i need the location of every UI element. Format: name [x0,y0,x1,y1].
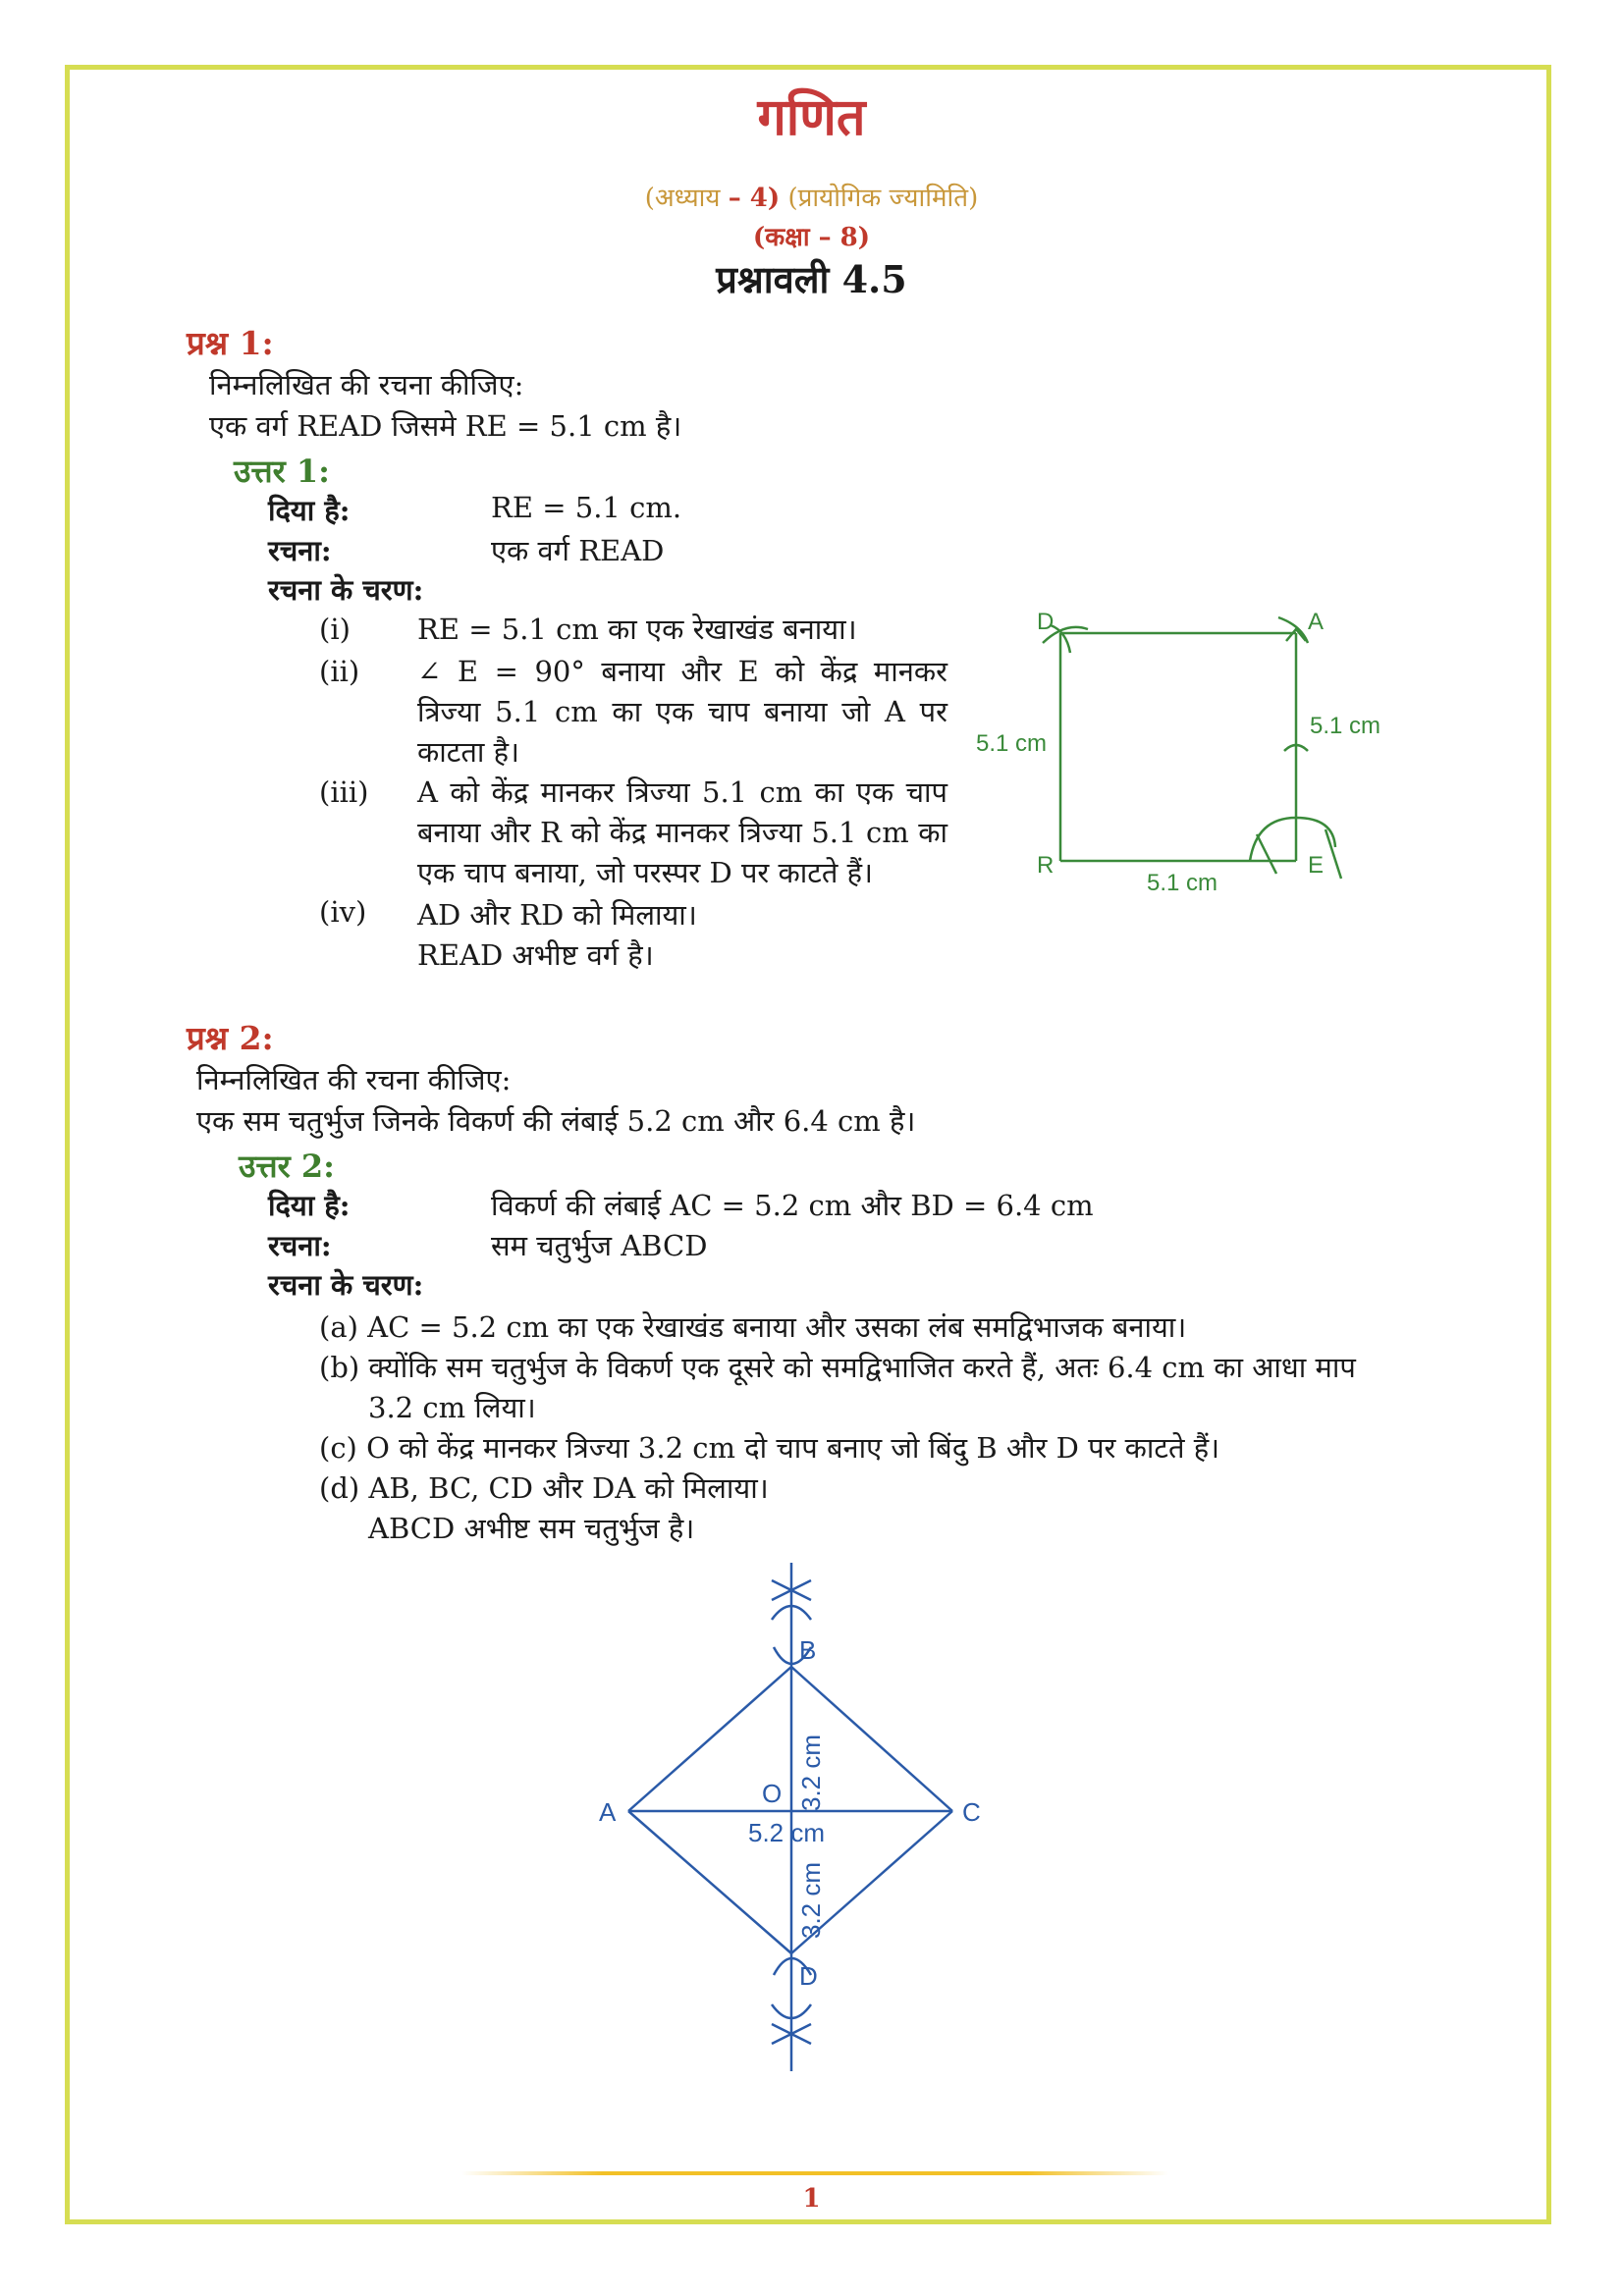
question-2-line-2: एक सम चतुर्भुज जिनके विकर्ण की लंबाई 5.2 cm और 6.4 cm है। [196,1104,916,1138]
q1-step-text: AD और RD को मिलाया। [417,898,697,932]
q1-step-text: RE = 5.1 cm का एक रेखाखंड बनाया। [417,613,857,646]
question-1-line-2: एक वर्ग READ जिसमे RE = 5.1 cm है। [209,409,682,443]
q1-steps-label: रचना के चरण: [268,573,424,607]
q2-given-value: विकर्ण की लंबाई AC = 5.2 cm और BD = 6.4 cm [491,1189,1094,1222]
rhombus-construction-figure [579,1551,1011,2081]
question-1-line-1: निम्नलिखित की रचना कीजिए: [209,368,524,401]
vertex-a: A [599,1797,617,1827]
vertex-c: C [962,1797,981,1827]
q2-step: (b) क्योंकि सम चतुर्भुज के विकर्ण एक दूसरे को समद्विभाजित करते हैं, अतः 6.4 cm का आधा माप [319,1351,1356,1384]
vertex-d: D [799,1961,818,1991]
chapter-line [0,179,1623,214]
label-bottom-side: 5.1 cm [1147,870,1218,896]
vertex-b: B [799,1635,817,1665]
q2-step: (d) AB, BC, CD और DA को मिलाया। [319,1471,769,1505]
question-2-heading: प्रश्न 2: [187,1019,274,1057]
vertex-a: A [1308,609,1325,635]
page-number: 1 [802,2184,821,2214]
arc-at-e-cross-1 [1257,834,1276,874]
chapter-name: (प्रायोगिक ज्यामिति) [787,184,979,213]
answer-2-heading: उत्तर 2: [239,1148,335,1185]
question-2-line-1: निम्नलिखित की रचना कीजिए: [196,1063,512,1096]
q1-construction-label: रचना: [268,534,332,567]
q2-construction-value: सम चतुर्भुज ABCD [491,1229,708,1262]
q1-given-label: दिया है: [268,494,351,527]
q1-given-value: RE = 5.1 cm. [491,491,682,524]
q1-construction-value: एक वर्ग READ [491,534,665,567]
page-title: गणित [757,87,866,147]
label-left-side: 5.1 cm [976,730,1048,757]
q1-step-number: (ii) [319,655,360,688]
question-1-heading: प्रश्न 1: [187,324,274,362]
q1-step-number: (iv) [319,895,367,929]
q1-step-number: (iii) [319,775,369,809]
vertex-e: E [1308,852,1325,879]
vertex-r: R [1037,852,1055,879]
q2-given-label: दिया है: [268,1189,351,1222]
center-o: O [762,1779,783,1808]
q2-step: (c) O को केंद्र मानकर त्रिज्या 3.2 cm दो चाप बनाए जो बिंदु B और D पर काटते हैं। [319,1431,1220,1465]
q2-step-continued: 3.2 cm लिया। [368,1391,536,1424]
chapter-number: – 4) [728,184,781,213]
footer-rule [461,2171,1168,2175]
q1-step-text: A को केंद्र मानकर त्रिज्या 5.1 cm का एक चाप बनाया और R को केंद्र मानकर त्रिज्या 5.1 cm का एक चाप बनाया, जो परस्पर D पर काटते हैं। [417,775,947,889]
q2-construction-label: रचना: [268,1229,332,1262]
vertex-d: D [1037,609,1055,635]
chapter-label: (अध्याय [644,184,721,213]
answer-1-heading: उत्तर 1: [234,453,330,490]
label-ob: 3.2 cm [796,1734,826,1811]
q1-conclusion: READ अभीष्ट वर्ग है। [417,938,654,972]
q1-step-text: ∠ E = 90° बनाया और E को केंद्र मानकर त्रिज्या 5.1 cm का एक चाप बनाया जो A पर काटता है। [417,655,947,769]
class-label: (कक्षा – 8) [752,223,871,252]
q2-conclusion: ABCD अभीष्ट सम चतुर्भुज है। [368,1512,695,1545]
q2-step: (a) AC = 5.2 cm का एक रेखाखंड बनाया और उसका लंब समद्विभाजक बनाया। [319,1310,1187,1344]
square-construction-figure [972,604,1404,898]
label-od: 3.2 cm [796,1861,826,1939]
label-right-side: 5.1 cm [1310,713,1381,739]
exercise-title: प्रश्नावली 4.5 [716,257,907,301]
label-ac: 5.2 cm [748,1818,826,1847]
q2-steps-label: रचना के चरण: [268,1268,424,1302]
q1-step-number: (i) [319,613,351,646]
